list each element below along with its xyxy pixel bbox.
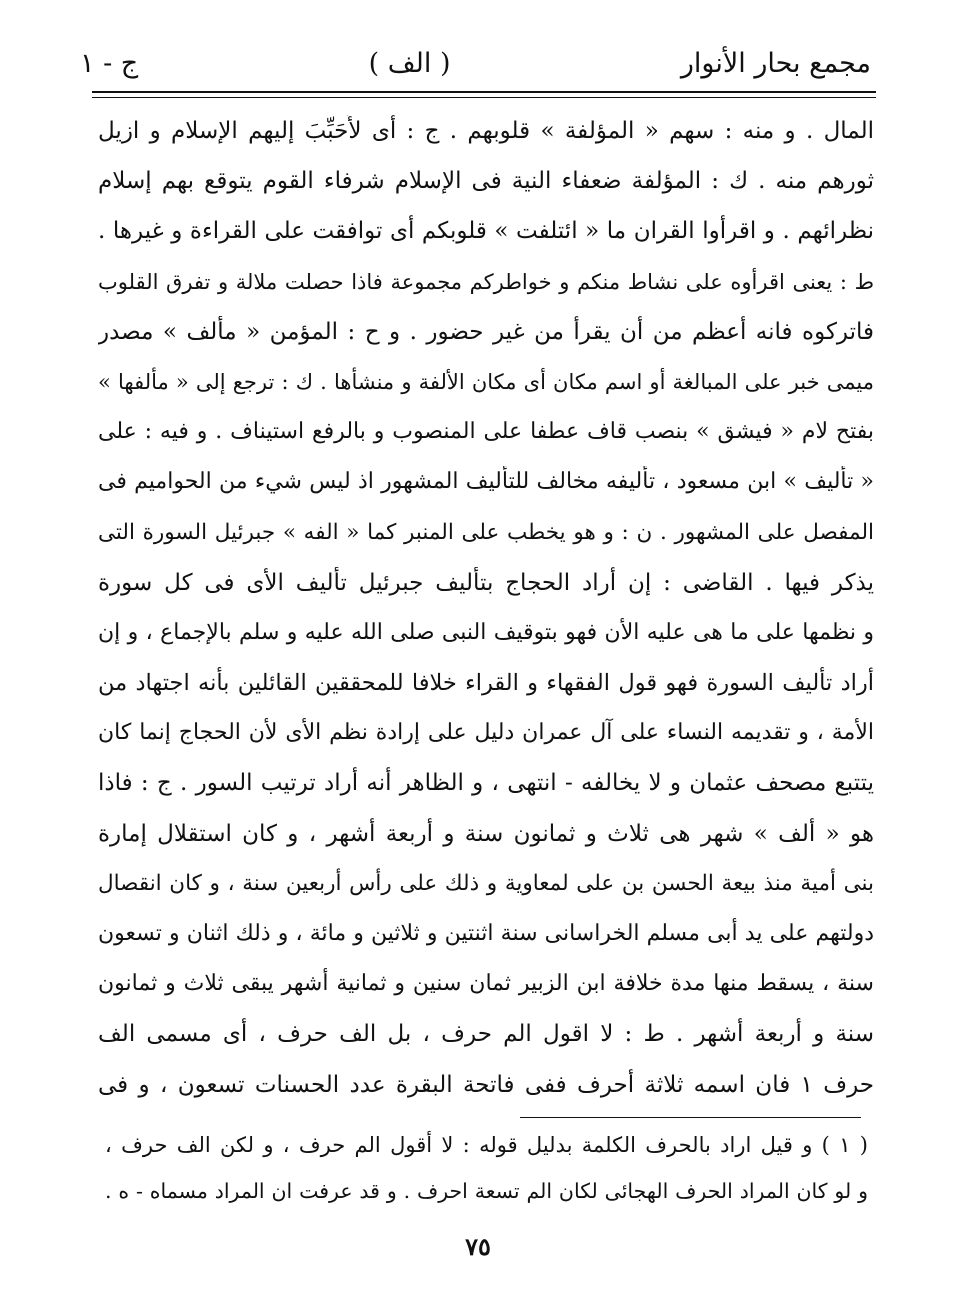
text-line: ثورهم منه . ك : المؤلفة ضعفاء النية فى الإسلام شرفاء القوم يتوقع بهم إسلام <box>98 168 874 195</box>
footnote-line: ( ١ ) و قيل اراد بالحرف الكلمة بدليل قوله : لا أقول الم حرف ، و لكن الف حرف ، <box>105 1133 868 1157</box>
text-line: دولتهم على يد أبى مسلم الخراسانى سنة اثنتين و ثلاثين و مائة ، و ذلك اثنان و تسعون <box>98 921 874 946</box>
volume-label: ج - ١ <box>80 47 139 79</box>
footnote-rule <box>520 1117 861 1118</box>
header-rule-thin <box>92 97 876 98</box>
text-line: و نظمها على ما هى عليه الأن فهو بتوقيف النبى صلى الله عليه و سلم بالإجماع ، و إن <box>98 619 874 645</box>
text-line: المفصل على المشهور . ن : و هو يخطب على المنبر كما « الفه » جبرئيل السورة التى <box>98 519 874 545</box>
book-title: مجمع بحار الأنوار <box>680 47 871 79</box>
text-line: « تأليف » ابن مسعود ، تأليفه مخالف للتأليف المشهور اذ ليس شيء من الحواميم فى <box>98 469 874 495</box>
text-line: حرف ١ فان اسمه ثلاثة أحرف ففى فاتحة البقرة عدد الحسنات تسعون ، و فى <box>98 1071 874 1098</box>
main-text <box>98 115 874 1119</box>
running-header <box>80 38 871 88</box>
text-line: سنة و أربعة أشهر . ط : لا اقول الم حرف ، بل الف حرف ، أى مسمى الف <box>98 1021 874 1048</box>
text-line: ميمى خبر على المبالغة أو اسم مكان أى مكان الألفة و منشأها . ك : ترجع إلى « مألفها » <box>98 369 874 394</box>
text-line: فاتركوه فانه أعظم من أن يقرأ من غير حضور . و ح : المؤمن « مألف » مصدر <box>98 318 874 345</box>
page-number: ٧٥ <box>465 1232 491 1261</box>
text-line: الأمة ، و تقديمه النساء على آل عمران دليل على إرادة نظم الأى لأن الحجاج إنما كان <box>98 720 874 746</box>
text-line: يذكر فيها . القاضى : إن أراد الحجاج بتأليف جبرئيل تأليف الأى فى كل سورة <box>98 569 874 596</box>
text-line: أراد تأليف السورة فهو قول الفقهاء و القراء خلافا للمحققين القائلين بأنه اجتهاد من <box>98 670 874 697</box>
section-title: ( الف ) <box>368 47 451 79</box>
footnotes <box>105 1130 868 1222</box>
header-rule-thick <box>92 91 876 93</box>
text-line: ط : يعنى اقرأوه على نشاط منكم و خواطركم مجموعة فاذا حصلت ملالة و تفرق القلوب <box>98 269 874 294</box>
text-line: نظرائهم . و اقرأوا القران ما « ائتلفت » قلوبكم أى توافقت على القراءة و غيرها . <box>98 218 874 245</box>
text-line: المال . و منه : سهم « المؤلفة » قلوبهم . ج : أى لأُحَبِّبَ إليهم الإسلام و ازيل <box>98 118 874 144</box>
text-line: يتتبع مصحف عثمان و لا يخالفه - انتهى ، و الظاهر أنه أراد ترتيب السور . ج : فاذا <box>98 770 874 797</box>
text-line: بنى أمية منذ بيعة الحسن بن على لمعاوية و ذلك على رأس أربعين سنة ، و كان انقصال <box>98 870 874 896</box>
text-line: هو « ألف » شهر هى ثلاث و ثمانون سنة و أربعة أشهر ، و كان استقلال إمارة <box>98 820 874 847</box>
text-line: سنة ، يسقط منها مدة خلافة ابن الزبير ثمان سنين و ثمانية أشهر يبقى ثلاث و ثمانون <box>98 971 874 997</box>
text-line: بفتح لام « فيشق » بنصب قاف عطفا على المنصوب و بالرفع استيناف . و فيه : على <box>98 419 874 445</box>
footnote-line: و لو كان المراد الحرف الهجائى لكان الم تسعة احرف . و قد عرفت ان المراد مسماه - ه . <box>105 1179 868 1203</box>
